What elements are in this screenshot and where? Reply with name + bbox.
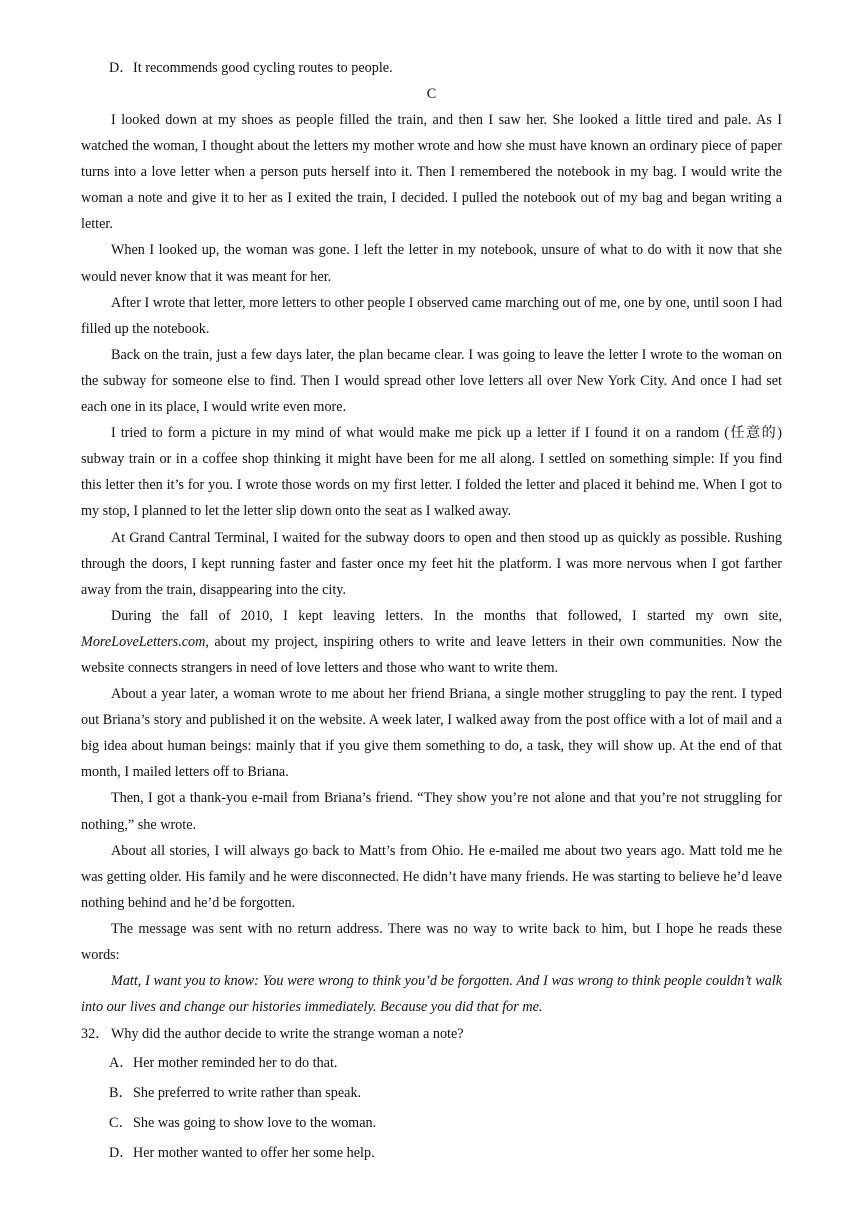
- option-text: Her mother reminded her to do that.: [133, 1055, 338, 1072]
- passage-paragraph-6: At Grand Cantral Terminal, I waited for the subway doors to open and then stood up as quickly as possible. Rushing through the doors, I kept running faster and faster once my feet hit the platform. I was more nervous when I got farther away from the train, disappearing into the city.: [81, 529, 782, 598]
- question-option-a: [81, 1048, 782, 1078]
- closing-italic-message: Matt, I want you to know: You were wrong to think you’d be forgotten. And I was wrong to think people couldn’t walk into our lives and change our histories immediately. Because you did that for me.: [81, 973, 782, 1016]
- option-letter: D．: [109, 60, 134, 76]
- previous-question-option-d: [81, 55, 782, 81]
- passage-paragraph-10: About all stories, I will always go back to Matt’s from Ohio. He e-mailed me about two years ago. Matt told me he was getting older. His family and he were disconnected. He didn’t have many friends. He was starting to believe he’d leave nothing behind and he’d be forgotten.: [81, 842, 782, 911]
- passage-paragraph-2: When I looked up, the woman was gone. I left the letter in my notebook, unsure of what to do with it now that she would never know that it was meant for her.: [81, 242, 782, 285]
- passage-paragraph-8: About a year later, a woman wrote to me about her friend Briana, a single mother struggling to pay the rent. I typed out Briana’s story and published it on the website. A week later, I walked away from the post office with a lot of mail and a big idea about human beings: mainly that if you give them something to do, a task, they will show up. At the end of that month, I mailed letters off to Briana.: [81, 686, 782, 781]
- option-text: It recommends good cycling routes to people.: [133, 60, 393, 76]
- document-content: [81, 55, 782, 1168]
- section-label: C: [426, 86, 437, 102]
- question-option-b: [81, 1078, 782, 1108]
- question-option-c: [81, 1108, 782, 1138]
- passage-paragraph-9: Then, I got a thank-you e-mail from Briana’s friend. “They show you’re not alone and that you’re not struggling for nothing,” she wrote.: [81, 790, 782, 833]
- question-32: [81, 1020, 782, 1048]
- passage-paragraph-1: I looked down at my shoes as people filled the train, and then I saw her. She looked a little tired and pale. As I watched the woman, I thought about the letters my mother wrote and how she must have known an ordinary piece of paper turns into a love letter when a person puts herself into it. Then I remembered the notebook in my bag. I would write the woman a note and give it to her as I exited the train, I decided. I pulled the notebook out of my bag and began writing a letter.: [81, 112, 782, 233]
- question-option-d: [81, 1138, 782, 1168]
- passage-paragraph-site: [81, 603, 782, 681]
- passage-paragraph-11: The message was sent with no return address. There was no way to write back to him, but I hope he reads these words:: [81, 920, 782, 963]
- passage-paragraph-3: After I wrote that letter, more letters to other people I observed came marching out of me, one by one, until soon I had filled up the notebook.: [81, 294, 782, 337]
- site-paragraph-before: During the fall of 2010, I kept leaving letters. In the months that followed, I started my own site,: [111, 607, 782, 624]
- site-paragraph-after: , about my project, inspiring others to write and leave letters in their own communities. Now the website connects strangers in need of love letters and those who want to write them.: [81, 633, 782, 676]
- option-letter: A．: [109, 1055, 134, 1072]
- option-text: She was going to show love to the woman.: [133, 1115, 377, 1132]
- passage-paragraph-5: I tried to form a picture in my mind of what would make me pick up a letter if I found it on a random (任意的) subway train or in a coffee shop thinking it might have been for me all along. I settled on something simple: If you find this letter then it’s for you. I wrote those words on my first letter. I folded the letter and placed it behind me. When I got to my stop, I planned to let the letter slip down onto the seat as I walked away.: [81, 425, 782, 520]
- option-text: She preferred to write rather than speak.: [133, 1085, 362, 1102]
- option-letter: D．: [109, 1145, 134, 1162]
- website-name: MoreLoveLetters.com: [81, 633, 206, 650]
- question-number: 32．: [81, 1026, 110, 1043]
- option-text: Her mother wanted to offer her some help.: [133, 1145, 375, 1162]
- passage-paragraph-4: Back on the train, just a few days later, the plan became clear. I was going to leave the letter I wrote to the woman on the subway for someone else to find. Then I would spread other love letters all over New York City. And once I had set each one in its place, I would write even more.: [81, 346, 782, 416]
- option-letter: B．: [109, 1085, 133, 1102]
- option-letter: C．: [109, 1115, 133, 1132]
- question-text: Why did the author decide to write the strange woman a note?: [111, 1026, 464, 1043]
